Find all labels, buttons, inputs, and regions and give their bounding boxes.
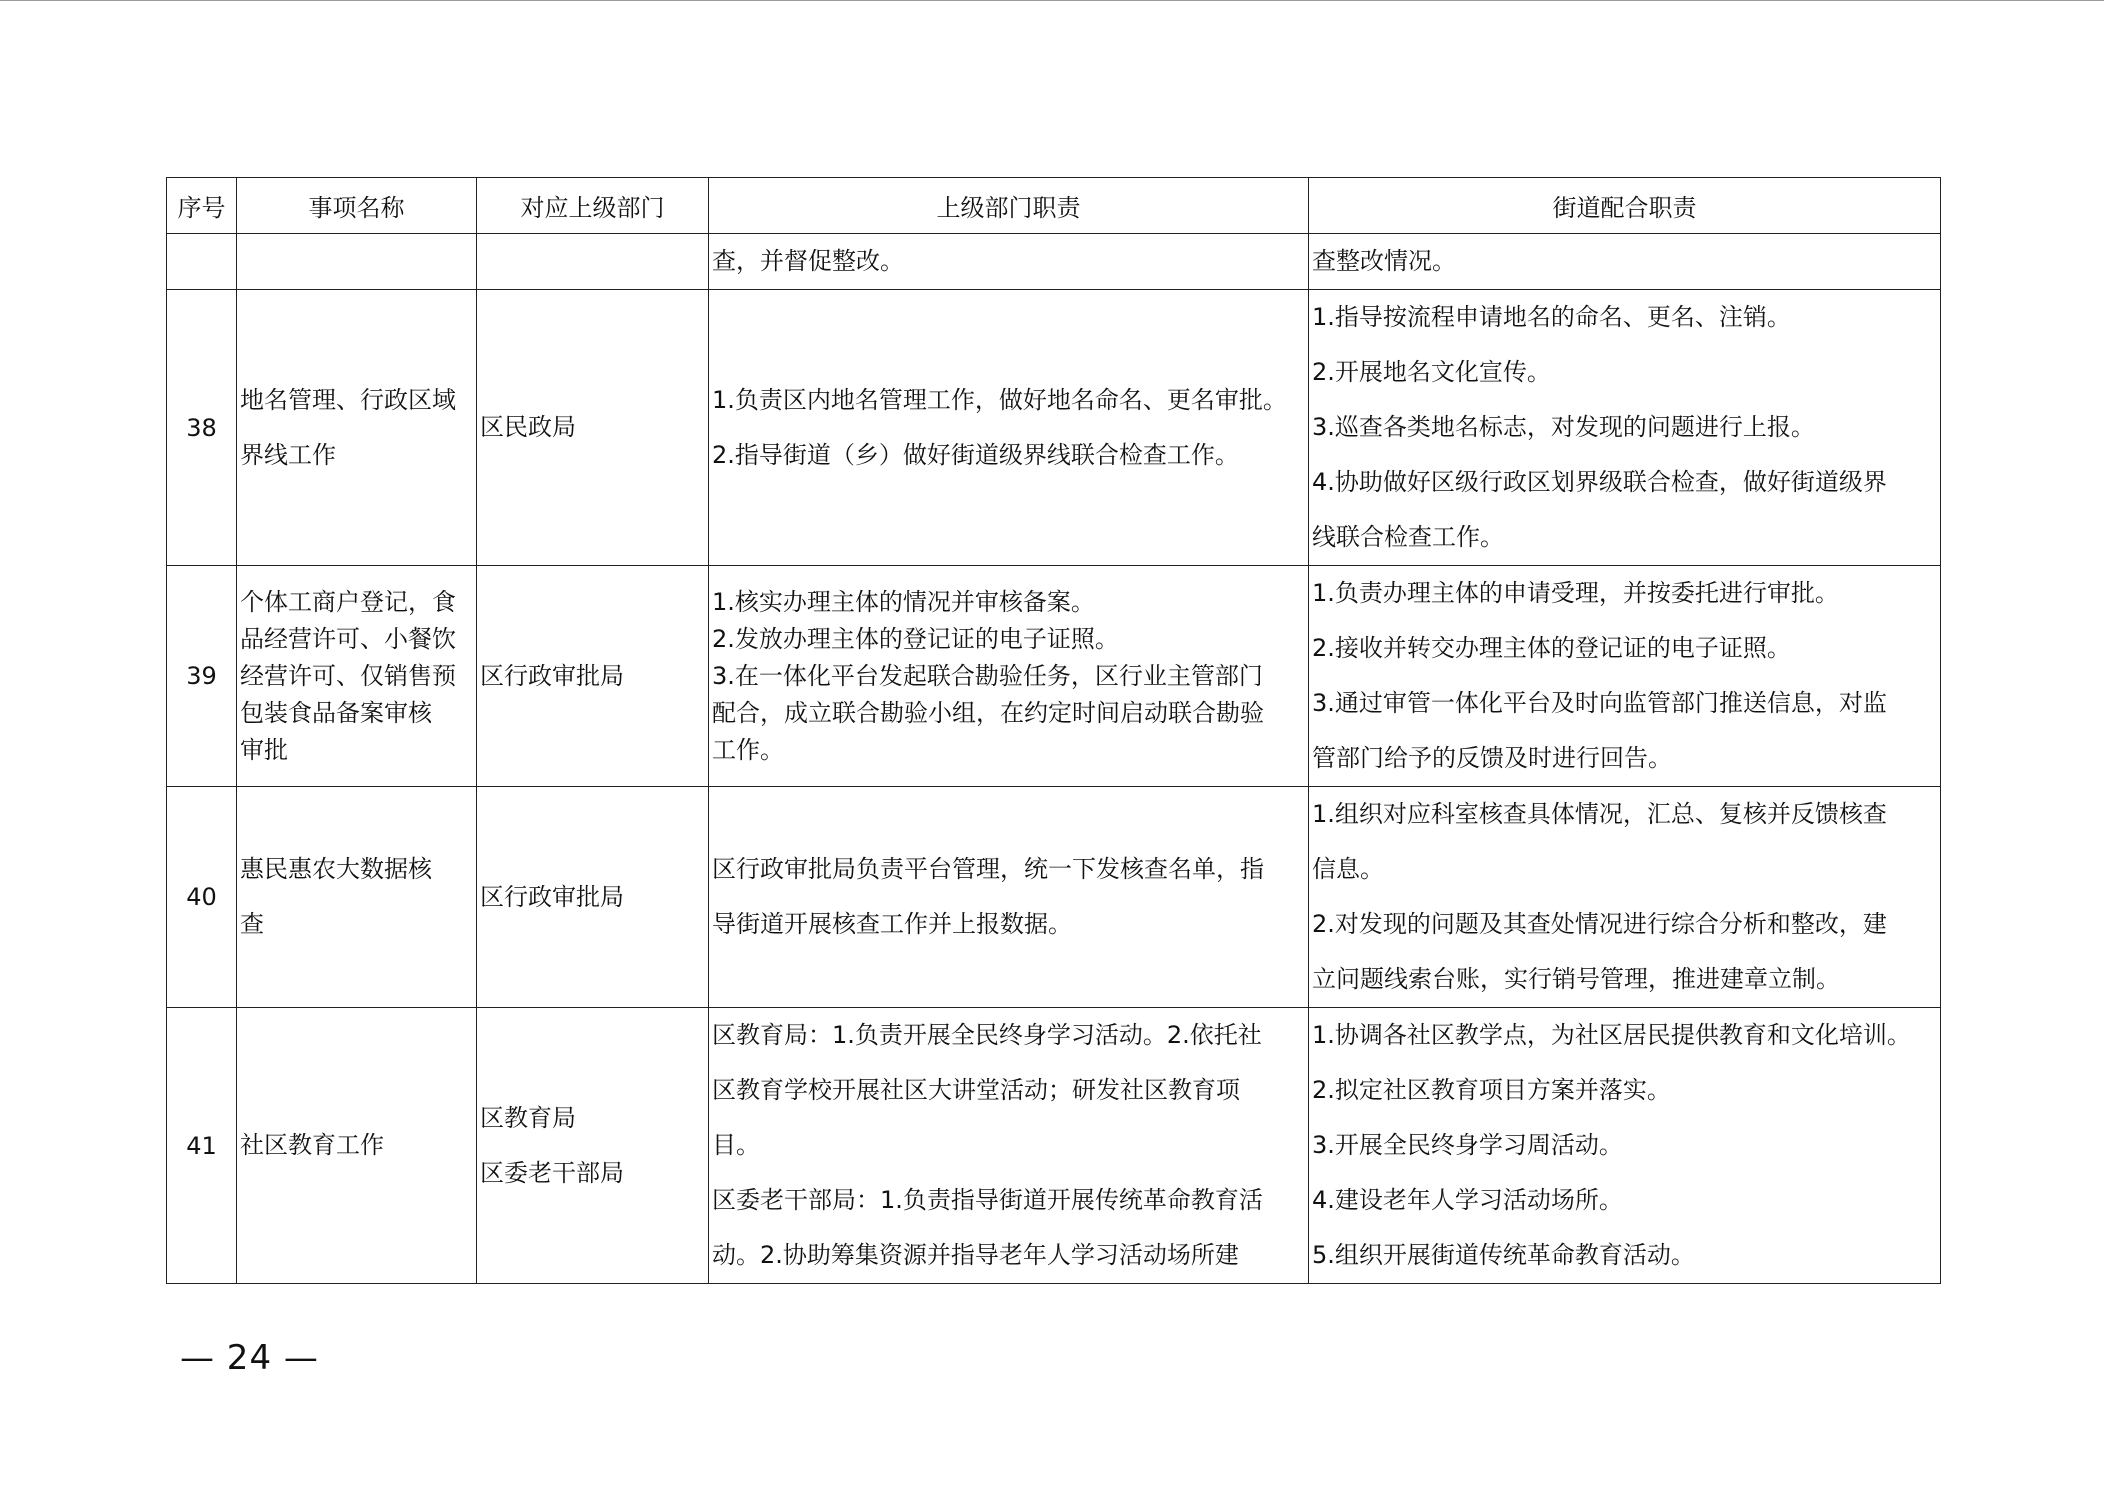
cell-line: 查，并督促整改。: [712, 247, 904, 275]
cell-line: 惠民惠农大数据核: [240, 855, 432, 883]
row-number: 39: [167, 566, 237, 787]
row-superior-duty: [709, 234, 1309, 290]
cell-line: 5.组织开展街道传统革命教育活动。: [1312, 1241, 1695, 1269]
row-street-duty: [1309, 1008, 1941, 1284]
cell-line: 区委老干部局：1.负责指导街道开展传统革命教育活: [712, 1186, 1263, 1214]
cell-line: 品经营许可、小餐饮: [240, 624, 456, 653]
cell-line: 区行政审批局: [480, 882, 624, 911]
cell-line: 线联合检查工作。: [1312, 523, 1504, 551]
page-number: — 24 —: [180, 1338, 319, 1378]
row-superior-dept: [477, 787, 709, 1008]
table-row: [167, 1008, 1941, 1284]
top-rule: [0, 0, 2104, 1]
cell-line: 配合，成立联合勘验小组，在约定时间启动联合勘验: [712, 698, 1264, 727]
row-street-duty: [1309, 787, 1941, 1008]
row-item-name: [237, 566, 477, 787]
cell-line: 区教育学校开展社区大讲堂活动；研发社区教育项: [712, 1076, 1240, 1104]
header-superior-duty: 上级部门职责: [709, 178, 1309, 234]
cell-line: 目。: [712, 1131, 760, 1159]
cell-line: 地名管理、行政区域: [240, 385, 456, 414]
cell-line: 导街道开展核查工作并上报数据。: [712, 910, 1072, 938]
cell-line: 区行政审批局: [480, 661, 624, 690]
cell-line: 区教育局: [480, 1103, 576, 1132]
cell-line: 3.巡查各类地名标志，对发现的问题进行上报。: [1312, 413, 1815, 441]
row-superior-duty: [709, 566, 1309, 787]
cell-line: 审批: [240, 735, 288, 764]
cell-line: 界线工作: [240, 440, 336, 469]
row-street-duty: [1309, 566, 1941, 787]
cell-line: 2.指导街道（乡）做好街道级界线联合检查工作。: [712, 440, 1239, 469]
cell-line: 立问题线索台账，实行销号管理，推进建章立制。: [1312, 965, 1840, 993]
row-superior-dept: [477, 1008, 709, 1284]
header-number: 序号: [167, 178, 237, 234]
cell-line: 区教育局：1.负责开展全民终身学习活动。2.依托社: [712, 1021, 1262, 1049]
cell-line: 管部门给予的反馈及时进行回告。: [1312, 744, 1672, 772]
cell-line: 2.发放办理主体的登记证的电子证照。: [712, 624, 1119, 653]
cell-line: 动。2.协助筹集资源并指导老年人学习活动场所建: [712, 1241, 1239, 1269]
duty-table: [166, 177, 1941, 1284]
cell-line: 查整改情况。: [1312, 247, 1456, 275]
row-number: [167, 234, 237, 290]
row-item-name: [237, 787, 477, 1008]
cell-line: 1.核实办理主体的情况并审核备案。: [712, 587, 1095, 616]
table-row: [167, 566, 1941, 787]
row-number: 38: [167, 290, 237, 566]
row-item-name: [237, 1008, 477, 1284]
row-street-duty: [1309, 290, 1941, 566]
header-street-duty: 街道配合职责: [1309, 178, 1941, 234]
cell-line: 1.指导按流程申请地名的命名、更名、注销。: [1312, 303, 1791, 331]
row-superior-dept: [477, 290, 709, 566]
table-row: [167, 787, 1941, 1008]
cell-line: 1.负责区内地名管理工作，做好地名命名、更名审批。: [712, 385, 1287, 414]
cell-line: 2.拟定社区教育项目方案并落实。: [1312, 1076, 1671, 1104]
row-street-duty: [1309, 234, 1941, 290]
header-item-name: 事项名称: [237, 178, 477, 234]
cell-line: 1.协调各社区教学点，为社区居民提供教育和文化培训。: [1312, 1021, 1911, 1049]
cell-line: 1.组织对应科室核查具体情况，汇总、复核并反馈核查: [1312, 800, 1887, 828]
cell-line: 区委老干部局: [480, 1158, 624, 1187]
row-number: 40: [167, 787, 237, 1008]
row-superior-dept: [477, 566, 709, 787]
cell-line: 2.接收并转交办理主体的登记证的电子证照。: [1312, 634, 1791, 662]
cell-line: 3.开展全民终身学习周活动。: [1312, 1131, 1623, 1159]
table-row: [167, 290, 1941, 566]
cell-line: 区民政局: [480, 413, 576, 441]
cell-line: 3.在一体化平台发起联合勘验任务，区行业主管部门: [712, 661, 1263, 690]
cell-line: 2.开展地名文化宣传。: [1312, 358, 1551, 386]
cell-line: 工作。: [712, 735, 784, 764]
cell-line: 经营许可、仅销售预: [240, 661, 456, 690]
cell-line: 社区教育工作: [240, 1131, 384, 1159]
cell-line: 4.建设老年人学习活动场所。: [1312, 1186, 1623, 1214]
cell-line: 3.通过审管一体化平台及时向监管部门推送信息，对监: [1312, 689, 1887, 717]
row-superior-duty: [709, 787, 1309, 1008]
cell-line: 1.负责办理主体的申请受理，并按委托进行审批。: [1312, 579, 1839, 607]
row-superior-dept: [477, 234, 709, 290]
table-row: [167, 234, 1941, 290]
table-header-row: [167, 178, 1941, 234]
row-number: 41: [167, 1008, 237, 1284]
row-item-name: [237, 234, 477, 290]
row-item-name: [237, 290, 477, 566]
header-superior-dept: 对应上级部门: [477, 178, 709, 234]
cell-line: 区行政审批局负责平台管理，统一下发核查名单，指: [712, 855, 1264, 883]
cell-line: 查: [240, 910, 264, 938]
cell-line: 包装食品备案审核: [240, 698, 432, 727]
cell-line: 信息。: [1312, 855, 1384, 883]
cell-line: 个体工商户登记，食: [240, 587, 456, 616]
cell-line: 4.协助做好区级行政区划界级联合检查，做好街道级界: [1312, 468, 1887, 496]
row-superior-duty: [709, 290, 1309, 566]
cell-line: 2.对发现的问题及其查处情况进行综合分析和整改，建: [1312, 910, 1887, 938]
row-superior-duty: [709, 1008, 1309, 1284]
